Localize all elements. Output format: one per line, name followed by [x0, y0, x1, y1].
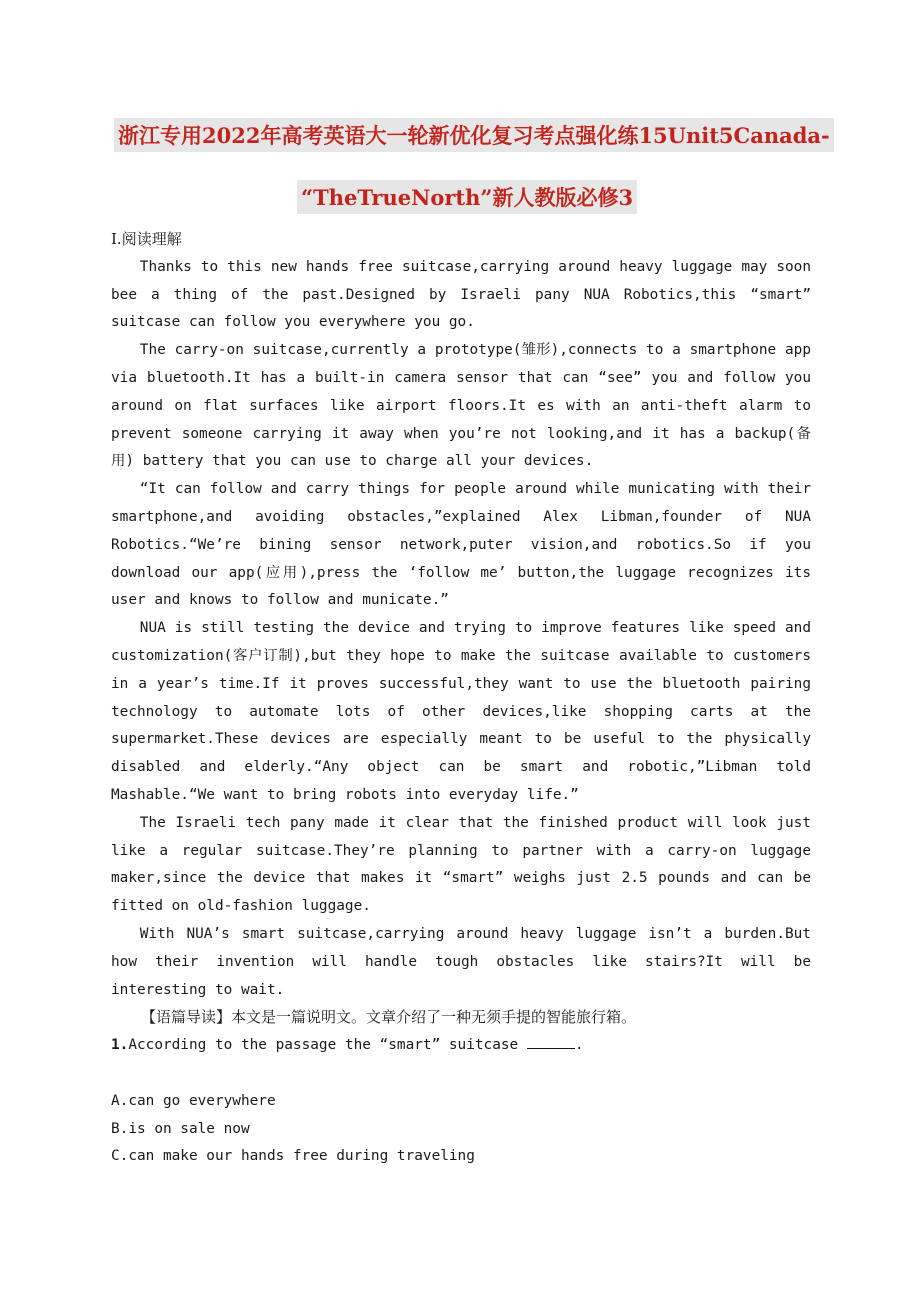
- passage-paragraph-4: NUA is still testing the device and trying to improve features like speed and customization(客户订制),but they hope to make the suitcase available to customers in a year’s time.If it proves successful,they want to use the bluetooth pairing technology to automate lots of other devices,like shopping carts at the supermarket.These devices are especially meant to be useful to the physically disabled and elderly.“Any object can be smart and robotic,”Libman told Mashable.“We want to bring robots into everyday life.”: [111, 620, 811, 803]
- passage-paragraph-5: The Israeli tech pany made it clear that the finished product will look just like a regular suitcase.They’re planning to partner with a carry-on luggage maker,since the device that makes it “smart” weighs just 2.5 pounds and can be fitted on old-fashion luggage.: [111, 814, 811, 915]
- question-stem-end: .: [574, 1037, 584, 1054]
- passage-paragraph-6: With NUA’s smart suitcase,carrying around heavy luggage isn’t a burden.But how their invention will handle tough obstacles like stairs?It will be interesting to wait.: [111, 925, 811, 998]
- question-number: 1.: [111, 1037, 129, 1054]
- question-stem: According to the passage the “smart” suitcase: [128, 1037, 527, 1054]
- passage-paragraph-3: “It can follow and carry things for people around while municating with their smartphone,and avoiding obstacles,”explained Alex Libman,founder of NUA Robotics.“We’re bining sensor network,puter vision,and robotics.So if you download our app(应用),press the ‘follow me’ button,the luggage recognizes its user and knows to follow and municate.”: [111, 481, 811, 609]
- title-line-2: “TheTrueNorth”新人教版必修3: [297, 180, 637, 214]
- option-b: B.is on sale now: [111, 1120, 250, 1137]
- section-heading: Ⅰ.阅读理解: [111, 230, 182, 248]
- answer-blank: [527, 1034, 575, 1049]
- passage-paragraph-1: Thanks to this new hands free suitcase,carrying around heavy luggage may soon bee a thing of the past.Designed by Israeli pany NUA Robotics,this “smart” suitcase can follow you everywhere you go.: [111, 258, 811, 331]
- option-c: C.can make our hands free during traveling: [111, 1148, 475, 1165]
- title-line-1: 浙江专用2022年高考英语大一轮新优化复习考点强化练15Unit5Canada-: [114, 118, 834, 152]
- option-a: A.can go everywhere: [111, 1092, 276, 1109]
- passage-guide: 【语篇导读】本文是一篇说明文。文章介绍了一种无须手提的智能旅行箱。: [141, 1008, 637, 1027]
- document-body: [111, 226, 811, 1171]
- question-1: [111, 1032, 811, 1088]
- passage-paragraph-2: The carry-on suitcase,currently a prototype(雏形),connects to a smartphone app via bluetooth.It has a built-in camera sensor that can “see” you and follow you around on flat surfaces like airport floors.It es with an anti-theft alarm to prevent someone carrying it away when you’re not looking,and it has a backup(备用) battery that you can use to charge all your devices.: [111, 342, 811, 470]
